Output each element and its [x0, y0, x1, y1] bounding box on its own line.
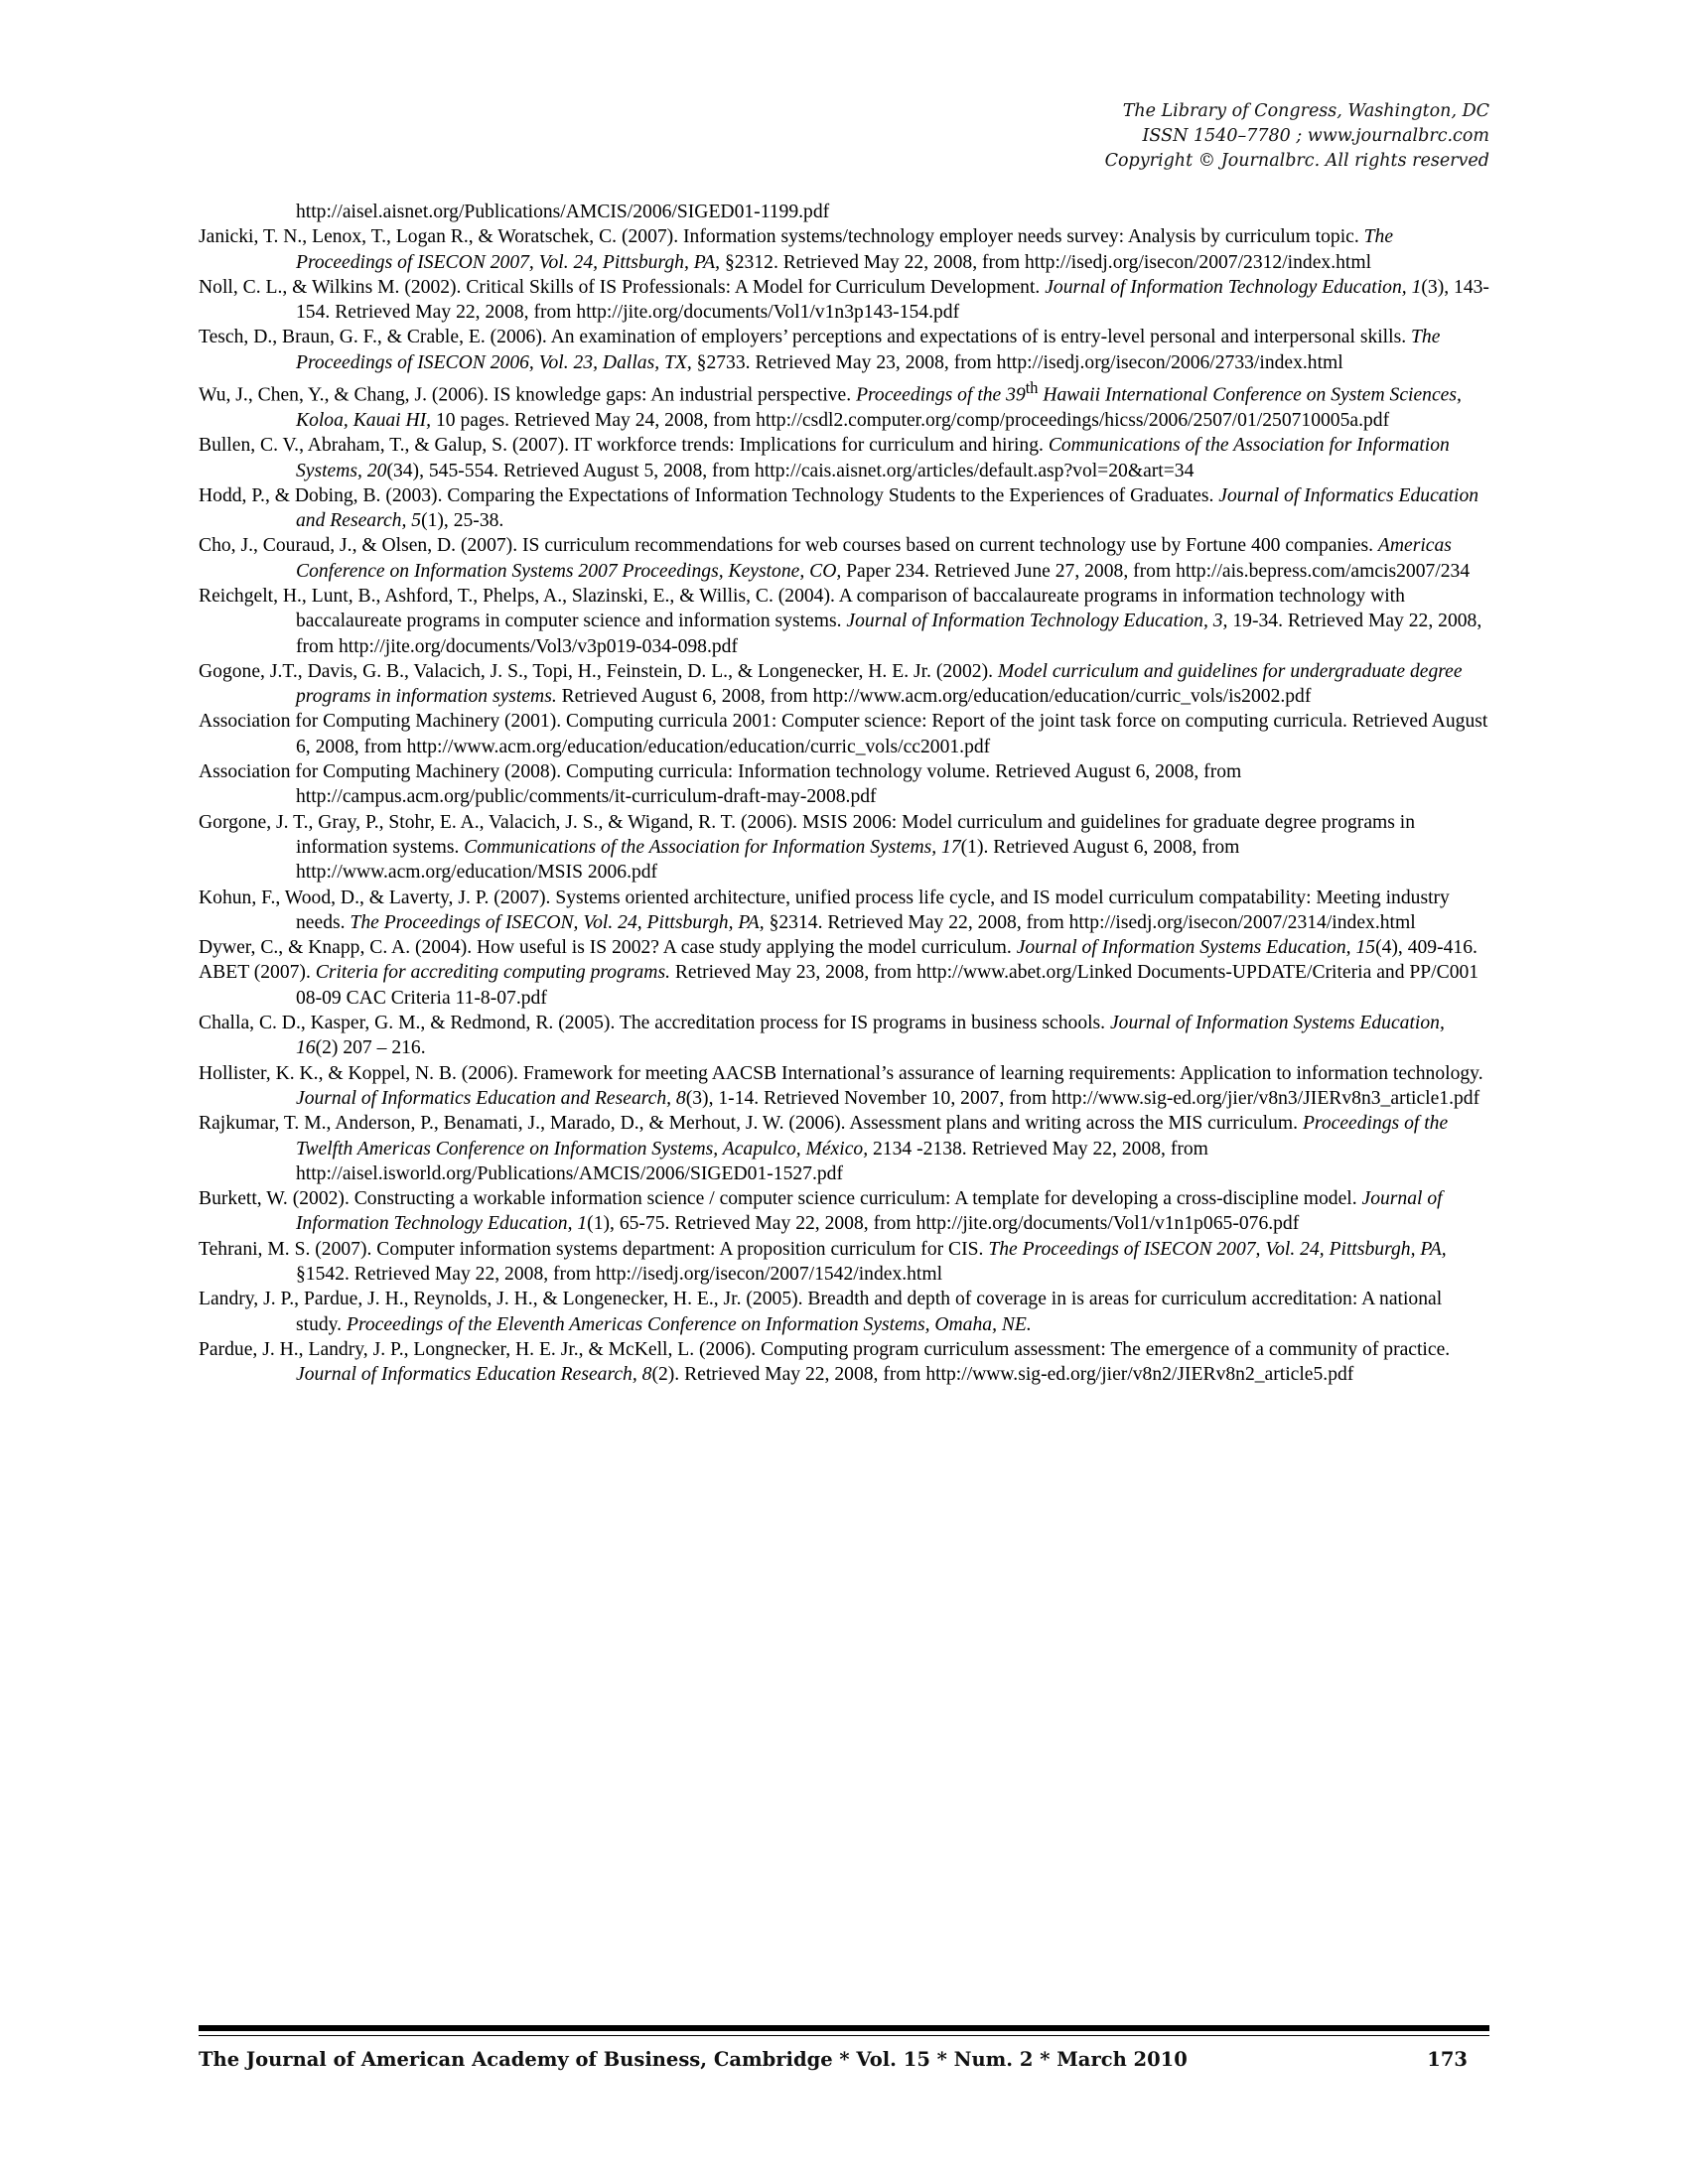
reference-details: 19-34. Retrieved May 22, 2008, from http://jite.org/documents/Vol3/v3p019-034-098.pdf [296, 611, 1482, 657]
reference-text: Bullen, C. V., Abraham, T., & Galup, S. (2007). IT workforce trends: Implications for curriculum and hiring. [199, 435, 1049, 457]
reference-source: The Proceedings of ISECON 2006, Vol. 23, Dallas, TX, [296, 327, 1441, 373]
reference-entry [199, 325, 1489, 375]
reference-entry [199, 935, 1489, 960]
reference-source: The Proceedings of ISECON, Vol. 24, Pittsburgh, PA, [350, 911, 765, 933]
reference-source: The Proceedings of ISECON 2007, Vol. 24, Pittsburgh, PA, [988, 1238, 1447, 1260]
reference-source: Proceedings of the Twelfth Americas Conference on Information Systems, Acapulco, México, [296, 1113, 1449, 1160]
reference-source: Americas Conference on Information Systems 2007 Proceedings, Keystone, CO, [296, 535, 1452, 582]
reference-entry: Association for Computing Machinery (2008). Computing curricula: Information technology volume. Retrieved August 6, 2008, from http://campus.acm.org/public/comments/it-curriculum-draft-may-2008.pdf [199, 761, 1242, 808]
reference-source: Proceedings of the Eleventh Americas Conference on Information Systems, Omaha, NE. [346, 1313, 1032, 1335]
reference-text: ABET (2007). [199, 962, 316, 984]
reference-text: Gogone, J.T., Davis, G. B., Valacich, J. S., Topi, H., Feinstein, D. L., & Longenecker, H. E. Jr. (2002). [199, 660, 998, 682]
reference-details: §2314. Retrieved May 22, 2008, from http://isedj.org/isecon/2007/2314/index.html [764, 911, 1416, 933]
reference-text: Rajkumar, T. M., Anderson, P., Benamati, J., Marado, D., & Merhout, J. W. (2006). Assessment plans and writing across the MIS curriculum. [199, 1113, 1303, 1135]
reference-details: (4), 409-416. [1375, 937, 1477, 959]
reference-details: Retrieved May 23, 2008, from http://www.abet.org/Linked Documents-UPDATE/Criteria and PP/C001 08-09 CAC Criteria 11-8-07.pdf [296, 962, 1479, 1009]
reference-source: Criteria for accrediting computing programs. [315, 962, 670, 984]
reference-details: §1542. Retrieved May 22, 2008, from http://isedj.org/isecon/2007/1542/index.html [296, 1264, 943, 1285]
reference-details: (2) 207 – 216. [315, 1037, 426, 1059]
reference-details: (2). Retrieved May 22, 2008, from http://www.sig-ed.org/jier/v8n2/JIERv8n2_article5.pdf [651, 1364, 1354, 1386]
reference-details: Retrieved August 6, 2008, from http://www.acm.org/education/education/curric_vols/is2002.pdf [556, 686, 1312, 708]
reference-entry [199, 433, 1489, 483]
reference-details: Paper 234. Retrieved June 27, 2008, from http://ais.bepress.com/amcis2007/234 [841, 560, 1471, 582]
reference-text: Hodd, P., & Dobing, B. (2003). Comparing the Expectations of Information Technology Students to the Experiences of Graduates. [199, 484, 1219, 506]
reference-details: (3), 143-154. Retrieved May 22, 2008, from http://jite.org/documents/Vol1/v1n3p143-154.pdf [296, 276, 1489, 324]
reference-text: Dywer, C., & Knapp, C. A. (2004). How useful is IS 2002? A case study applying the model curriculum. [199, 937, 1017, 959]
reference-list [199, 200, 1489, 1387]
reference-text: Gorgone, J. T., Gray, P., Stohr, E. A., Valacich, J. S., & Wigand, R. T. (2006). MSIS 2006: Model curriculum and guidelines for graduate degree programs in information systems. [199, 811, 1416, 858]
reference-entry: Association for Computing Machinery (2001). Computing curricula 2001: Computer science: Report of the joint task force on computing curricula. Retrieved August 6, 2008, from http://www.acm.org/education/education/education/curric_vols/cc2001.pdf [199, 711, 1488, 757]
reference-entry [199, 960, 1489, 1011]
reference-source: Journal of Information Technology Education, 1 [296, 1188, 1443, 1235]
reference-details: §2312. Retrieved May 22, 2008, from http://isedj.org/isecon/2007/2312/index.html [720, 251, 1372, 273]
reference-entry [199, 533, 1489, 584]
reference-source-cont: Hawaii International Conference on System Sciences, Koloa, Kauai HI, [296, 384, 1462, 431]
reference-entry [199, 1237, 1489, 1288]
reference-text: Tehrani, M. S. (2007). Computer information systems department: A proposition curriculum for CIS. [199, 1238, 989, 1260]
reference-details: (1), 25-38. [421, 510, 504, 532]
reference-text: Challa, C. D., Kasper, G. M., & Redmond, R. (2005). The accreditation process for IS programs in business schools. [199, 1013, 1110, 1034]
reference-entry [199, 659, 1489, 710]
reference-entry [199, 483, 1489, 534]
reference-source: Communications of the Association for Information Systems, 20 [296, 435, 1450, 481]
reference-text: Reichgelt, H., Lunt, B., Ashford, T., Phelps, A., Slazinski, E., & Willis, C. (2004). A comparison of baccalaureate programs in information technology with baccalaureate programs in computer science and information systems. [199, 585, 1405, 632]
reference-source: Journal of Information Systems Education, 16 [296, 1013, 1445, 1059]
reference-source: Journal of Informatics Education and Research, 5 [296, 484, 1479, 532]
footer-rule-thin [199, 2035, 1489, 2036]
reference-source: Communications of the Association for Information Systems, 17 [464, 836, 961, 858]
reference-text: Landry, J. P., Pardue, J. H., Reynolds, J. H., & Longenecker, H. E., Jr. (2005). Breadth and depth of coverage in is areas for curriculum accreditation: A national study. [199, 1289, 1443, 1335]
page-footer [199, 2048, 1489, 2078]
reference-source: Journal of Information Technology Education, 3, [846, 611, 1228, 632]
reference-source: The Proceedings of ISECON 2007, Vol. 24, Pittsburgh, PA, [296, 226, 1394, 273]
reference-details: (3), 1-14. Retrieved November 10, 2007, from http://www.sig-ed.org/jier/v8n3/JIERv8n3_article1.pdf [685, 1087, 1480, 1109]
reference-source: Journal of Information Technology Education, 1 [1045, 276, 1422, 298]
reference-text: Burkett, W. (2002). Constructing a workable information science / computer science curriculum: A template for developing a cross-discipline model. [199, 1188, 1362, 1210]
reference-text: Noll, C. L., & Wilkins M. (2002). Critical Skills of IS Professionals: A Model for Curriculum Development. [199, 276, 1046, 298]
reference-text: Tesch, D., Braun, G. F., & Crable, E. (2006). An examination of employers’ perceptions and expectations of is entry-level personal and interpersonal skills. [199, 327, 1411, 348]
reference-source: Journal of Informatics Education Research, 8 [296, 1364, 652, 1386]
header-issn-line: ISSN 1540–7780 ; www.journalbrc.com [1142, 126, 1489, 146]
reference-details: 2134 -2138. Retrieved May 22, 2008, from http://aisel.isworld.org/Publications/AMCIS/2006/SIGED01-1527.pdf [296, 1138, 1208, 1184]
reference-details: 10 pages. Retrieved May 24, 2008, from http://csdl2.computer.org/comp/proceedings/hicss/2006/2507/01/250710005a.pdf [431, 409, 1390, 431]
reference-entry [199, 1337, 1489, 1388]
header-library-line: The Library of Congress, Washington, DC [1122, 101, 1489, 121]
page-number: 173 [1427, 2048, 1468, 2071]
reference-text: Hollister, K. K., & Koppel, N. B. (2006). Framework for meeting AACSB International’s assurance of learning requirements: Application to information technology. [199, 1062, 1483, 1084]
reference-entry [199, 1061, 1489, 1112]
footer-journal-title: The Journal of American Academy of Business, Cambridge * Vol. 15 * Num. 2 * March 2010 [199, 2048, 1188, 2071]
page-header [794, 99, 1489, 174]
reference-details: (1). Retrieved August 6, 2008, from http://www.acm.org/education/MSIS 2006.pdf [296, 836, 1240, 884]
reference-entry [199, 275, 1489, 326]
reference-entry [199, 584, 1489, 659]
reference-text: Pardue, J. H., Landry, J. P., Longnecker, H. E. Jr., & McKell, L. (2006). Computing program curriculum assessment: The emergence of a community of practice. [199, 1338, 1451, 1360]
reference-continuation: http://aisel.aisnet.org/Publications/AMCIS/2006/SIGED01-1199.pdf [296, 202, 830, 222]
reference-superscript: th [1025, 378, 1039, 398]
reference-details: (34), 545-554. Retrieved August 5, 2008, from http://cais.aisnet.org/articles/default.asp?vol=20&art=34 [386, 460, 1195, 481]
reference-entry [199, 1287, 1489, 1337]
reference-entry [199, 810, 1489, 886]
reference-entry [199, 886, 1489, 936]
reference-text: Janicki, T. N., Lenox, T., Logan R., & Woratschek, C. (2007). Information systems/technology employer needs survey: Analysis by curriculum topic. [199, 226, 1364, 248]
reference-entry [199, 1186, 1489, 1237]
reference-source: Proceedings of the 39 [856, 384, 1026, 406]
reference-source: Journal of Information Systems Education, 15 [1016, 937, 1376, 959]
reference-entry [199, 1011, 1489, 1061]
reference-text: Cho, J., Couraud, J., & Olsen, D. (2007). IS curriculum recommendations for web courses based on current technology use by Fortune 400 companies. [199, 535, 1378, 557]
reference-details: §2733. Retrieved May 23, 2008, from http://isedj.org/isecon/2006/2733/index.html [691, 351, 1343, 373]
reference-source: Model curriculum and guidelines for undergraduate degree programs in information systems. [296, 660, 1463, 708]
footer-rule-thick [199, 2025, 1489, 2031]
reference-source: Journal of Informatics Education and Research, 8 [296, 1087, 686, 1109]
reference-text: Wu, J., Chen, Y., & Chang, J. (2006). IS knowledge gaps: An industrial perspective. [199, 384, 857, 406]
reference-entry [199, 375, 1489, 433]
reference-text: Kohun, F., Wood, D., & Laverty, J. P. (2007). Systems oriented architecture, unified process life cycle, and IS model curriculum compatability: Meeting industry needs. [199, 887, 1450, 933]
reference-details: (1), 65-75. Retrieved May 22, 2008, from http://jite.org/documents/Vol1/v1n1p065-076.pdf [587, 1213, 1300, 1235]
reference-entry [199, 224, 1489, 275]
header-copyright-line: Copyright © Journalbrc. All rights reserved [1104, 151, 1489, 171]
reference-entry [199, 1111, 1489, 1186]
